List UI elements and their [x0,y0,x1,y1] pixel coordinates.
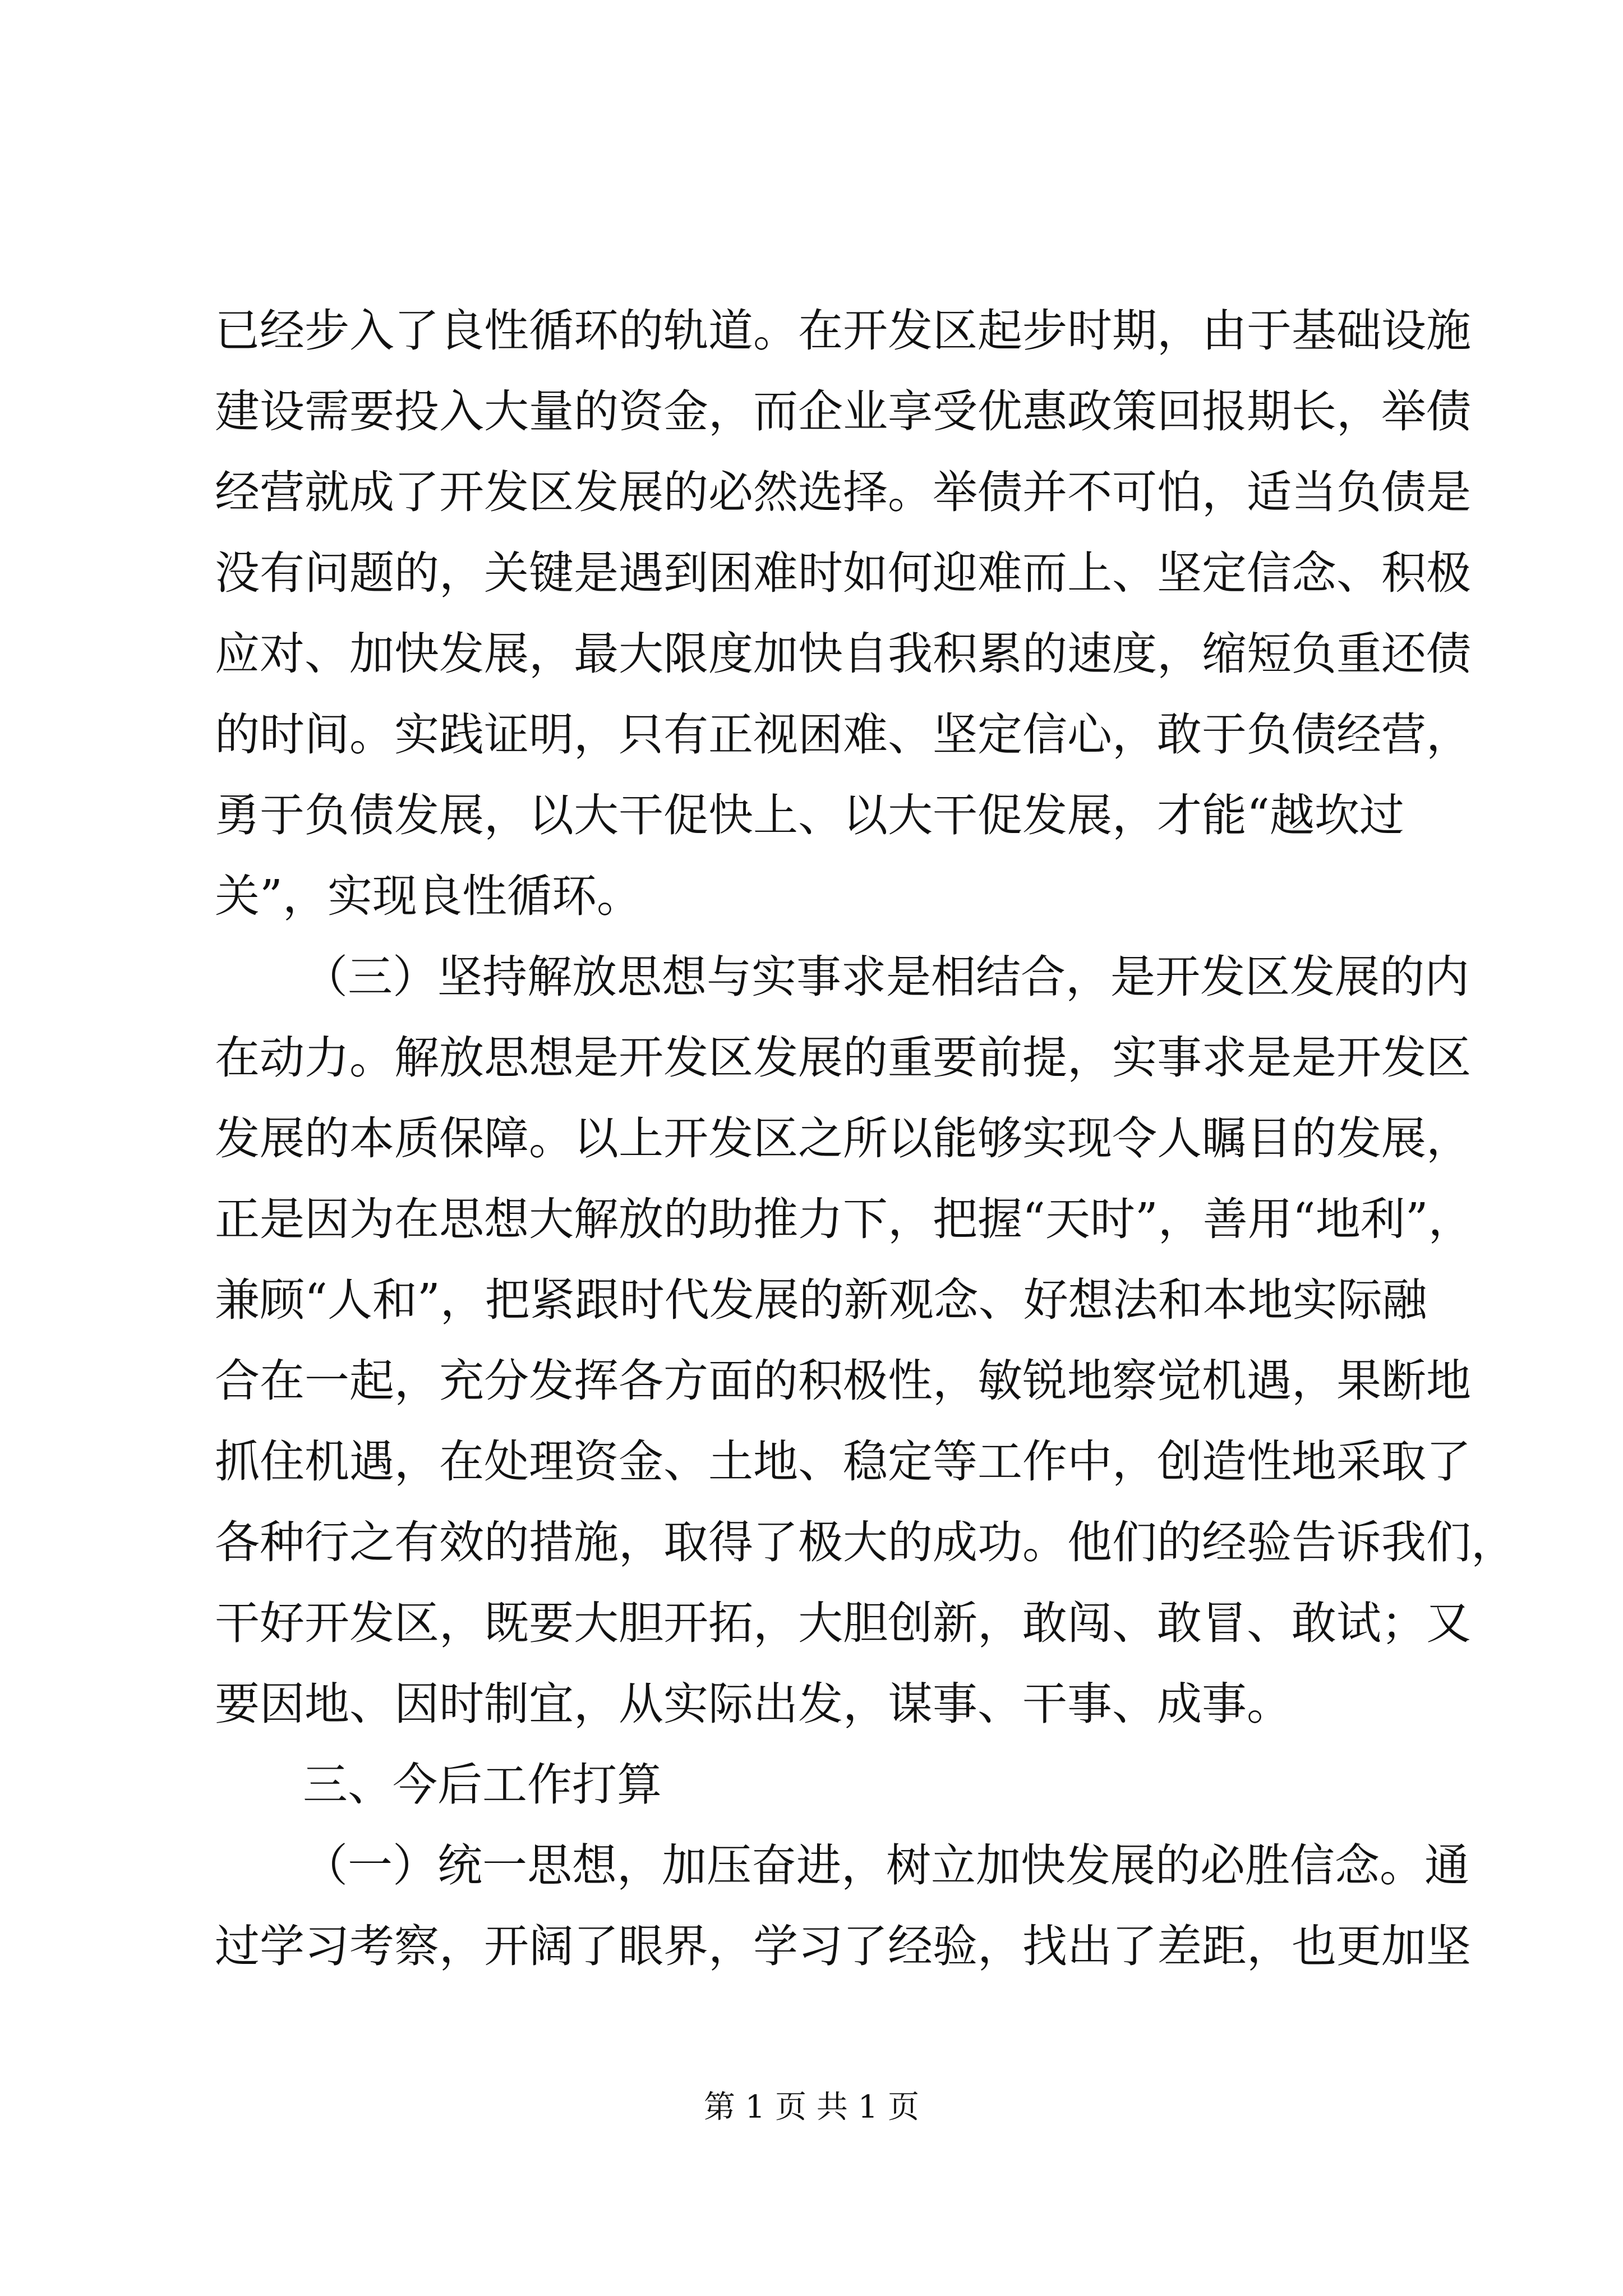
body-line: 的时间。实践证明，只有正视困难、坚定信心，敢于负债经营， [215,708,1471,761]
body-line: 发展的本质保障。以上开发区之所以能够实现令人瞩目的发展， [215,1112,1471,1165]
body-line: 过学习考察，开阔了眼界，学习了经验，找出了差距，也更加坚 [215,1920,1471,1972]
body-line: 没有问题的，关键是遇到困难时如何迎难而上、坚定信念、积极 [215,547,1471,599]
page-footer: 第 1 页 共 1 页 [703,2089,920,2125]
body-line: 各种行之有效的措施，取得了极大的成功。他们的经验告诉我们， [215,1516,1516,1568]
body-line: 建设需要投入大量的资金，而企业享受优惠政策回报期长，举债 [215,385,1471,438]
body-line: 在动力。解放思想是开发区发展的重要前提，实事求是是开发区 [215,1032,1471,1084]
body-line: 要因地、因时制宜，从实际出发，谋事、干事、成事。 [215,1678,1292,1730]
body-line: 关”，实现良性循环。 [215,870,642,922]
body-line: 正是因为在思想大解放的助推力下，把握“天时”，善用“地利”， [215,1193,1473,1245]
body-line: 干好开发区，既要大胆开拓，大胆创新，敢闯、敢冒、敢试；又 [215,1597,1471,1649]
section-title: 三、今后工作打算 [303,1759,662,1811]
section-heading-line: （三）坚持解放思想与实事求是相结合，是开发区发展的内 [303,951,1469,1003]
body-line: 合在一起，充分发挥各方面的积极性，敏锐地察觉机遇，果断地 [215,1355,1471,1407]
section-heading-line: （一）统一思想，加压奋进，树立加快发展的必胜信念。通 [303,1839,1469,1892]
body-line: 勇于负债发展，以大干促快上、以大干促发展，才能“越坎过 [215,789,1404,841]
body-line: 已经步入了良性循环的轨道。在开发区起步时期，由于基础设施 [215,305,1471,357]
body-line: 应对、加快发展，最大限度加快自我积累的速度，缩短负重还债 [215,628,1471,680]
body-line: 经营就成了开发区发展的必然选择。举债并不可怕，适当负债是 [215,466,1471,518]
body-line: 抓住机遇，在处理资金、土地、稳定等工作中，创造性地采取了 [215,1435,1471,1488]
body-line: 兼顾“人和”，把紧跟时代发展的新观念、好想法和本地实际融 [215,1274,1427,1326]
